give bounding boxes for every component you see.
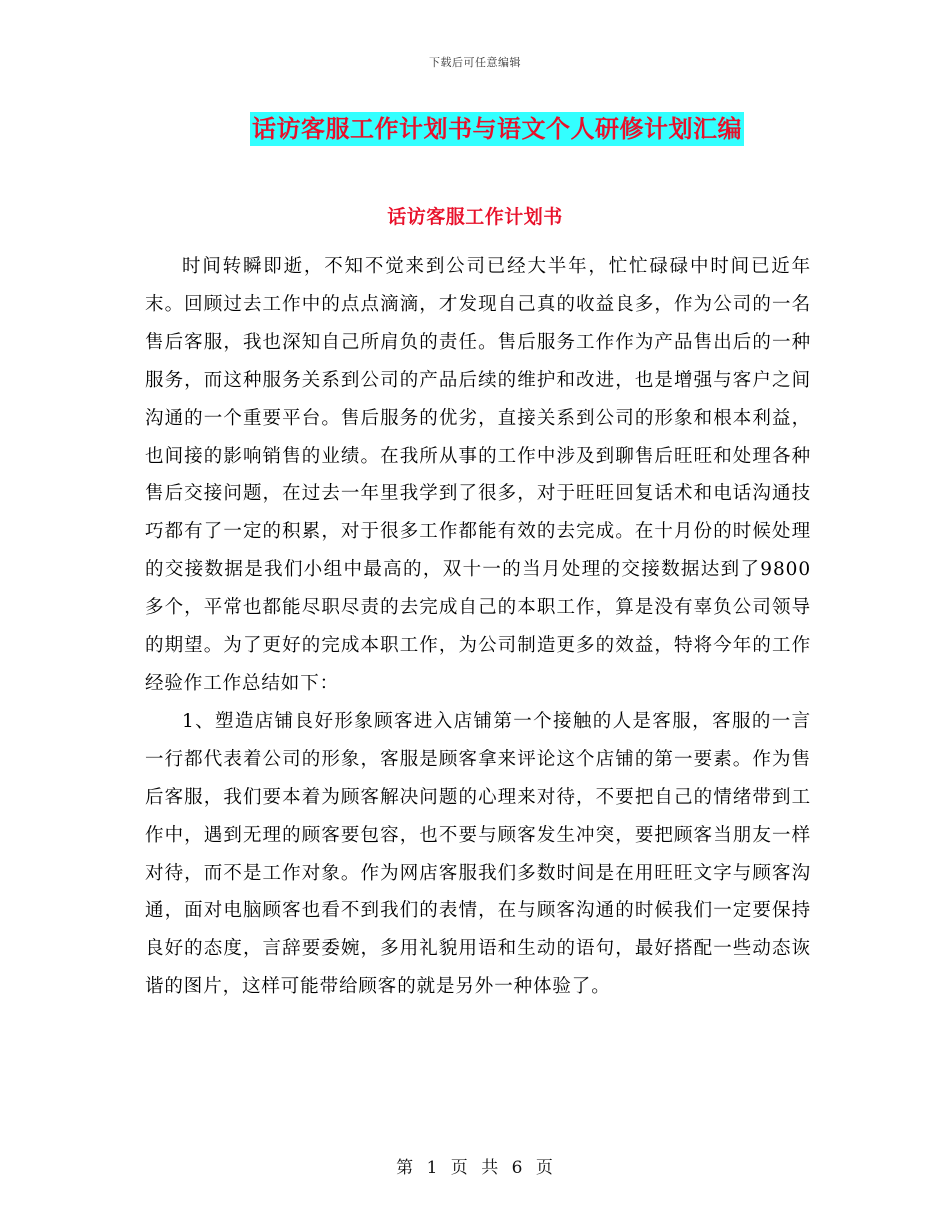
- paragraph-point-1: 1、塑造店铺良好形象顾客进入店铺第一个接触的人是客服，客服的一言一行都代表着公司的形象，客服是顾客拿来评论这个店铺的第一要素。作为售后客服，我们要本着为顾客解决问题的心理来对待，不要把自己的情绪带到工作中，遇到无理的顾客要包容，也不要与顾客发生冲突，要把顾客当朋友一样对待，而不是工作对象。作为网店客服我们多数时间是在用旺旺文字与顾客沟通，面对电脑顾客也看不到我们的表情，在与顾客沟通的时候我们一定要保持良好的态度，言辞要委婉，多用礼貌用语和生动的语句，最好搭配一些动态诙谐的图片，这样可能带给顾客的就是另外一种体验了。: [145, 710, 811, 998]
- section-title: 话访客服工作计划书: [387, 206, 563, 228]
- paragraph-intro: 时间转瞬即逝，不知不觉来到公司已经大半年，忙忙碌碌中时间已近年末。回顾过去工作中的点点滴滴，才发现自己真的收益良多，作为公司的一名售后客服，我也深知自己所肩负的责任。售后服务工作作为产品售出后的一种服务，而这种服务关系到公司的产品后续的维护和改进，也是增强与客户之间沟通的一个重要平台。售后服务的优劣，直接关系到公司的形象和根本利益，也间接的影响销售的业绩。在我所从事的工作中涉及到聊售后旺旺和处理各种售后交接问题，在过去一年里我学到了很多，对于旺旺回复话术和电话沟通技巧都有了一定的积累，对于很多工作都能有效的去完成。在十月份的时候处理的交接数据是我们小组中最高的，双十一的当月处理的交接数据达到了9800多个，平常也都能尽职尽责的去完成自己的本职工作，算是没有辜负公司领导的期望。为了更好的完成本职工作，为公司制造更多的效益，特将今年的工作经验作工作总结如下：: [145, 256, 811, 694]
- document-title-container: [0, 112, 950, 146]
- document-body: [145, 248, 811, 1006]
- header-note: 下载后可任意编辑: [429, 56, 521, 69]
- page-footer: 第 1 页 共 6 页: [396, 1158, 554, 1178]
- document-title: 话访客服工作计划书与语文个人研修计划汇编: [250, 112, 744, 146]
